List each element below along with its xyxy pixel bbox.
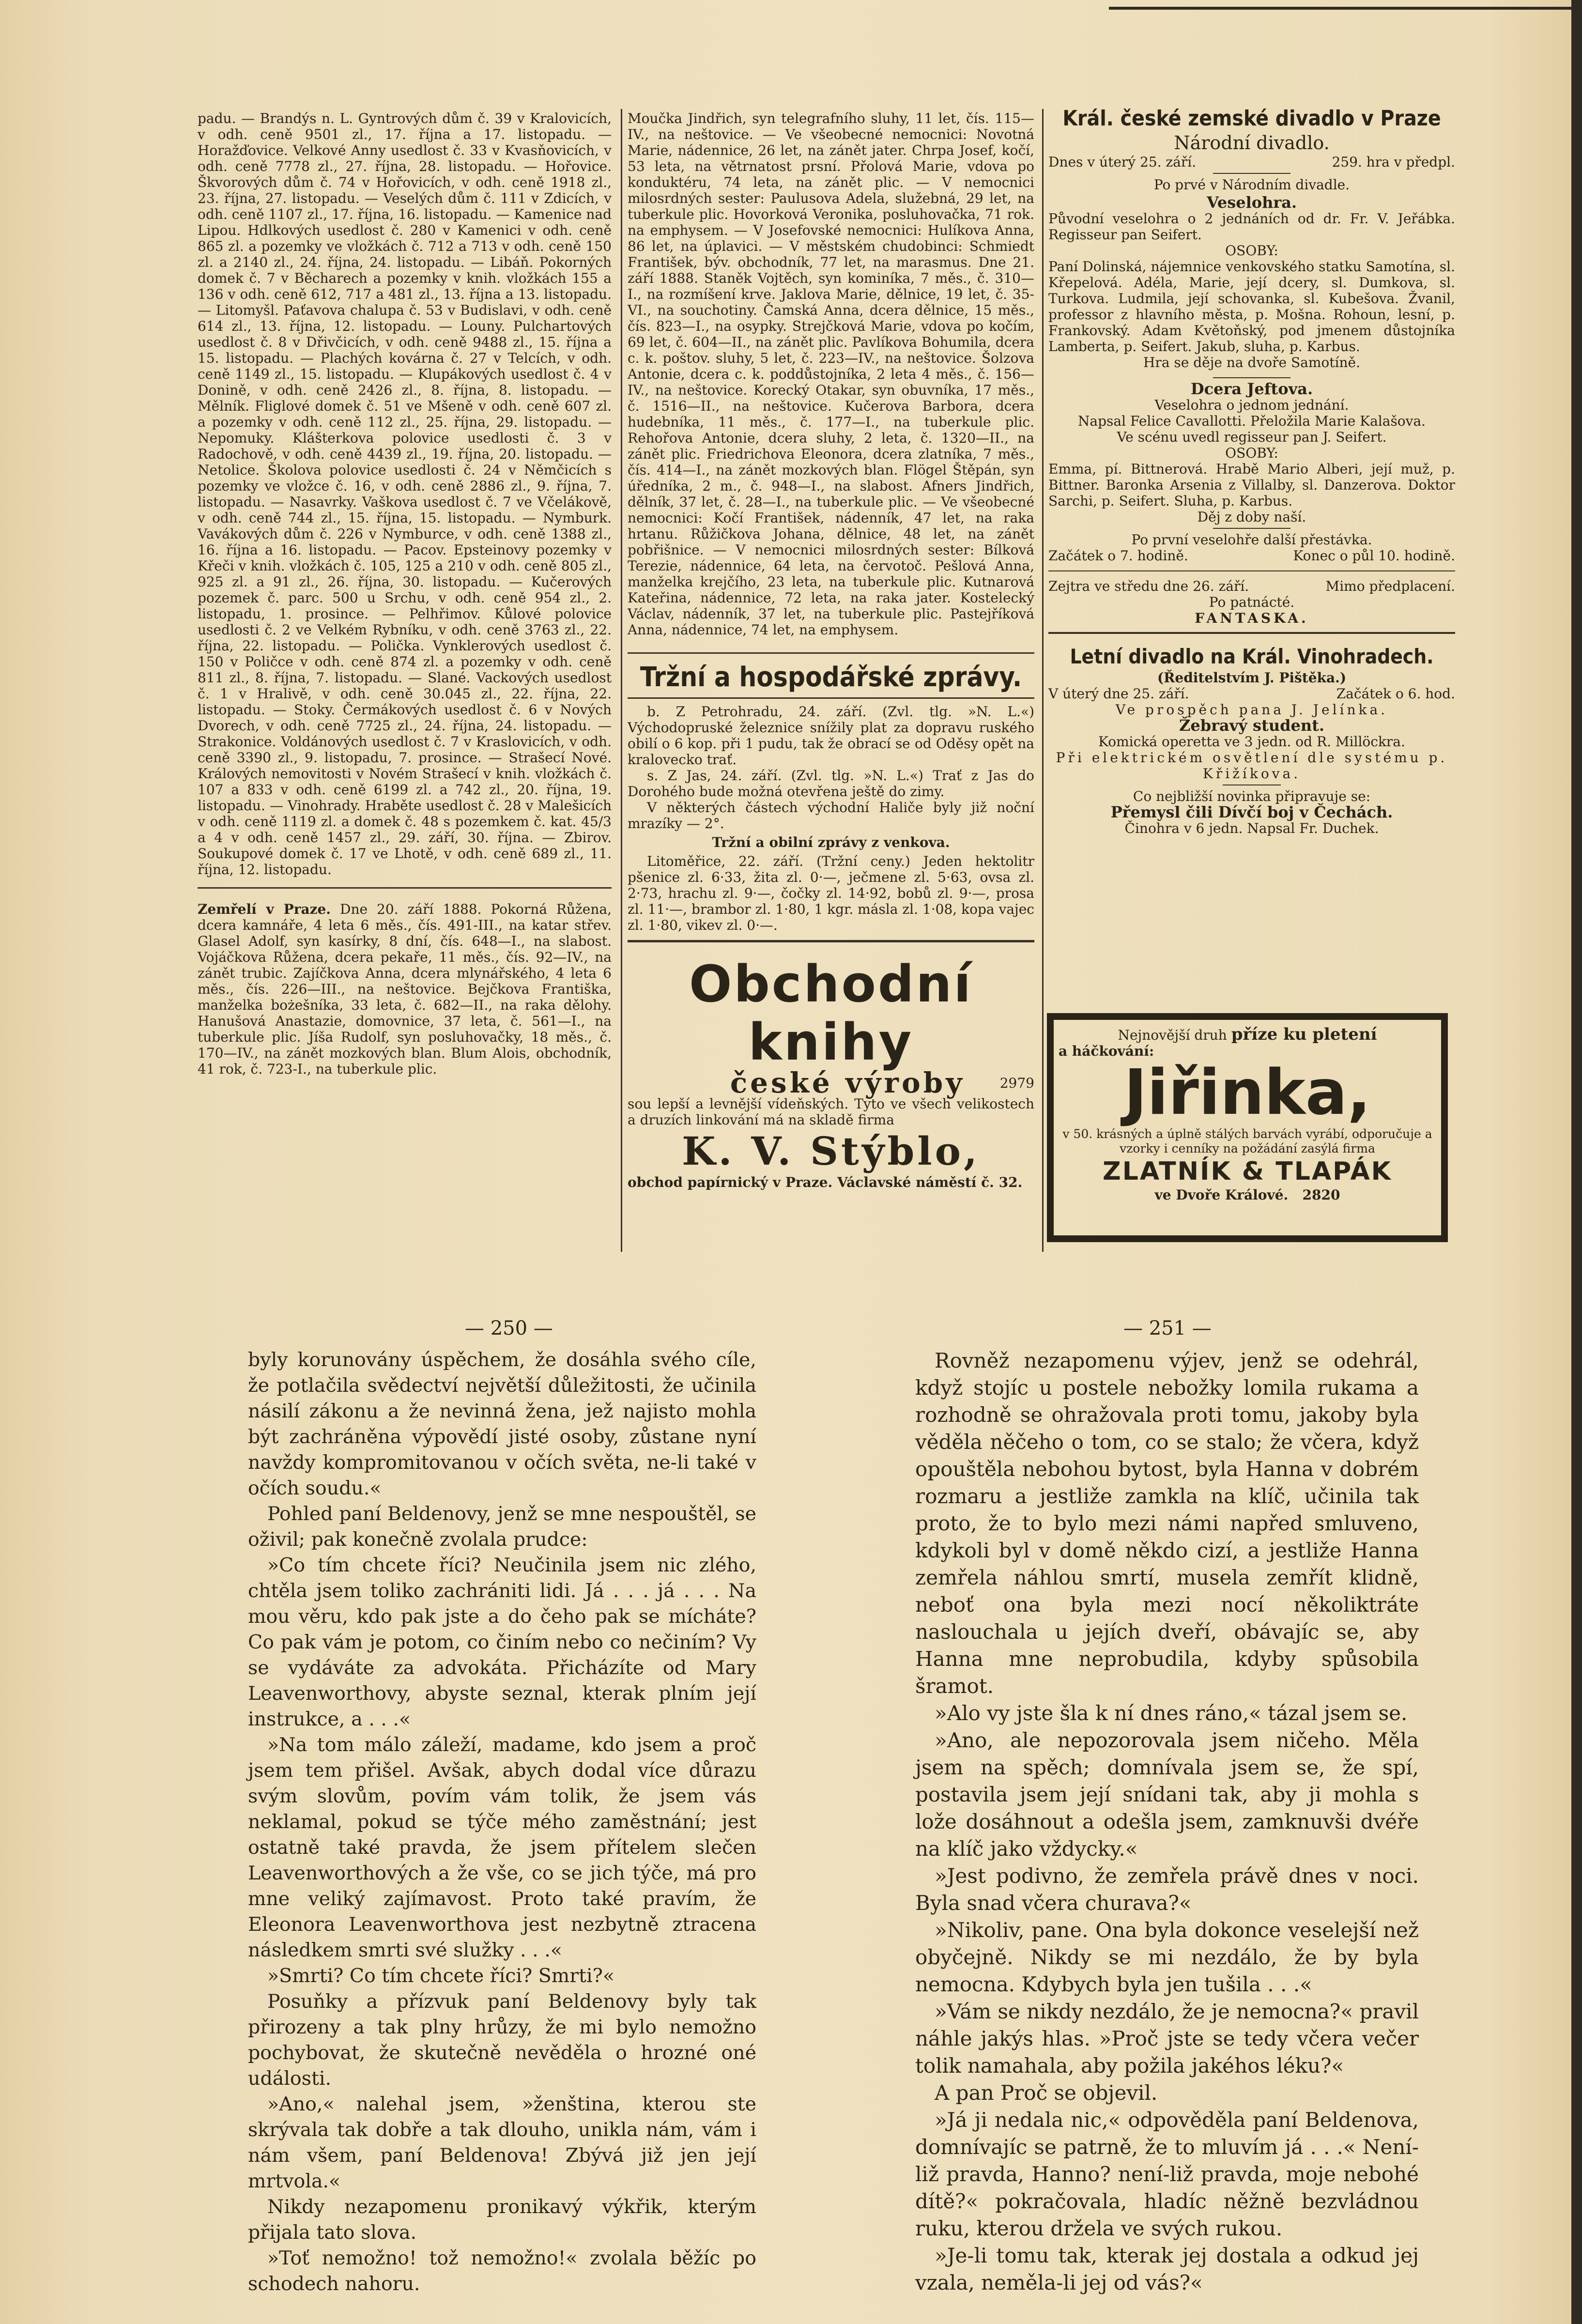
theatre-performance-no: 259. hra v předpl. [1332,154,1455,170]
summer-next-desc: Činohra v 6 jedn. Napsal Fr. Duchek. [1124,820,1379,836]
story-paragraph: byly korunovány úspěchem, že dosáhla svého cíle, že potlačila svědectví největší důležitosti, že učinila násilí zákonu a že nevinná žena, jež najisto mohla být zachráněna výpovědí jisté osoby, zůstane nyní navždy kompromitovanou v očích světa, ne-li také v očích soudu.« [248,1349,756,1499]
story-paragraph: »Toť nemožno! tož nemožno!« zvolala běžíc po schodech nahoru. [248,2247,756,2295]
column-rule [1042,109,1044,1252]
cast2: Emma, pí. Bittnerová. Hrabě Mario Alberi, její muž, p. Bittner. Baronka Arsenia z Villalby, sl. Danzerova. Doktor Sarchi, p. Seifert. Sluha, p. Karbus. [1048,461,1455,509]
yarn-ad-lead: Nejnovější druh [1118,1027,1231,1043]
tomorrow-row [1048,578,1455,594]
story-paragraph: »Na tom málo záleží, madame, kdo jsem a proč jsem tem přišel. Avšak, abych dodal více důrazu svým slovům, povím vám tolik, že jsem vás neklamal, pokud se týče mého zaměstnání; jest ostatně také pravda, že jsem přítelem slečen Leavenworthových a že vše, co se jich týče, má pro mne veliký zajímavost. Proto také pravím, že Eleonora Leavenworthova jest nezbytně ztracena následkem smrti své služky . . .« [248,1734,756,1961]
yarn-ad-place-row [1054,1187,1441,1203]
intermission: Po první veselohře další přestávka. [1131,532,1372,548]
story-paragraph: Nikdy nezapomenu pronikavý výkřik, kterým přijala tato slova. [248,2196,756,2244]
end-time: Konec o půl 10. hodině. [1293,548,1455,564]
yarn-ad-firm: ZLATNÍK & TLAPÁK [1103,1157,1392,1186]
market-title: Tržní a hospodářské zprávy. [640,662,1022,693]
cast2-label: OSOBY: [1225,445,1278,461]
yarn-ad-brand: Jiřinka, [1124,1057,1371,1129]
market-item-2: s. Z Jas, 24. září. (Zvl. tlg. »N. L.«) Trať z Jas do Dorohého bude možná otevřena ještě do zimy. [628,768,1034,800]
ad-subtitle: české výroby [730,1066,965,1099]
divider [198,887,612,889]
tomorrow-count: Po patnácté. [1209,594,1295,610]
divider [1213,173,1290,174]
summer-benefit: Ve prospěch pana J. Jelínka. [1115,702,1388,718]
theatre-subtitle: Národní divadlo. [1174,132,1330,154]
deaths-title: Zemřelí v Praze. [198,901,331,917]
story-paragraph: »Já ji nedala nic,« odpověděla paní Beldenova, domnívajíc se patrně, že to mluvím já . . .« Není-liž pravda, Hanno? není-liž pravda, moje nebohé dítě?« pokračovala, hladíc něžně bezvládnou ruku, kterou držela ve svých rukou. [915,2108,1419,2240]
ad-number: 2979 [999,1075,1034,1091]
page-edge [1571,0,1582,2324]
divider [628,652,1034,654]
story-paragraph: Posuňky a přízvuk paní Beldenovy byly tak přirozeny a tak plny hrůzy, že mi bylo nemožno pochybovat, že skutečně nevěděla o hrozné oné události. [248,1990,756,2090]
divider [628,940,1034,942]
summer-start: Začátek o 6. hod. [1336,686,1455,702]
deaths-text: Dne 20. září 1888. Pokorná Růžena, dcera kamnáře, 4 leta 6 měs., čís. 491-III., na katar střev. Glasel Adolf, syn kasírky, 8 dní, čís. 648—I., na slabost. Vojáčkova Růžena, dcera pekaře, 11 měs., čís. 92—IV., na zánět trubic. Zajíčkova Anna, dcera mlynářského, 4 leta 6 měs., čís. 226—III., na neštovice. Bejčkova Františka, manželka bożešníka, 33 leta, č. 682—II., na raka dělohy. Hanušová Anastazie, domovnice, 37 leta, č. 561—I., na tuberkule plic. Jíša Rudolf, syn posluhovačky, 18 měs., č. 170—IV., na zánět mozkových blan. Blum Alois, obchodník, 41 rok, č. 723-I., na tuberkule plic. [198,901,612,1077]
story-paragraph: »Nikoliv, pane. Ona byla dokonce veselejší než obyčejně. Nikdy se mi nezdálo, že by byla nemocna. Kdybych byla jen tušila . . .« [915,1918,1419,1996]
summer-next-play: Přemysl čili Dívčí boj v Čechách. [1110,803,1393,821]
market-subtitle: Tržní a obilní zprávy z venkova. [712,834,950,850]
yarn-ad-line1 [1054,1027,1441,1043]
play2-desc2: Napsal Felice Cavallotti. Přeložila Marie Kalašova. [1077,413,1426,429]
play2-time: Děj z doby naší. [1197,509,1306,525]
story-paragraph: »Je-li tomu tak, kterak jej dostala a odkud jej vzala, neměla-li jej od vás?« [915,2244,1419,2294]
divider [1213,377,1290,378]
yarn-ad-line2: a háčkování: [1059,1043,1154,1059]
deaths-section [198,901,612,1077]
summer-theatre-title: Letní divadlo na Král. Vinohradech. [1070,645,1434,668]
play1-title: Veselohra. [1206,193,1297,212]
yarn-ad-box [1047,1013,1448,1242]
divider [1048,632,1455,634]
summer-play-desc: Komická operetta ve 3 jedn. od R. Millöckra. [1098,734,1405,750]
yarn-ad-place: ve Dvoře Králové. [1154,1187,1289,1203]
play1-place: Hra se děje na dvoře Samotíně. [1143,354,1360,370]
story-paragraph: Rovněž nezapomenu výjev, jenž se odehrál, když stojíc u postele nebožky lomila rukama a rozhodně se ohražovala proti tomu, jakoby byla věděla něčeho o tom, co se stalo; že včera, když opouštěla nebohou bytost, byla Hanna v dobrém rozmaru a jestliže zamkla na klíč, učinila tak proto, že to bylo mezi námi napřed smluveno, kdykoli byl v domě někdo cizí, a jestliže Hanna zemřela náhlou smrtí, musela zemřít klidně, neboť ona byla mezi nocí několiktráte naslouchala u jejích dveří, obávajíc se, aby Hanna mne neprobudila, kdyby spůsobila šramot. [915,1349,1419,1698]
times-row [1048,548,1455,564]
tomorrow-date: Zejtra ve středu dne 26. září. [1048,578,1249,594]
cast1-label: OSOBY: [1225,243,1278,259]
summer-theatre-sub: (Ředitelstvím J. Pištěka.) [1157,670,1347,686]
story-paragraph: Pohled paní Beldenovy, jenž se mne nespouštěl, se oživil; pak konečně zvolala prudce: [248,1503,756,1551]
play2-desc1: Veselohra o jednom jednání. [1154,397,1349,413]
story-paragraph: »Ano,« nalehal jsem, »ženština, kterou ste skrývala tak dobře a tak dlouho, unikla nám, vám i nám všem, paní Beldenova! Zbývá již jen její mrtvola.« [248,2093,756,2192]
divider [1213,528,1290,529]
column-rule [621,109,622,1252]
start-time: Začátek o 7. hodině. [1048,548,1188,564]
theatre-date: Dnes v úterý 25. září. [1048,154,1197,170]
market-item-1: b. Z Petrohradu, 24. září. (Zvl. tlg. »N. L.«) Východopruské železnice snížily plat za dopravu ruského obilí o 6 kop. při 1 pudu, tak že obrací se od Oděsy opět na kralovecko trať. [628,704,1034,768]
story-paragraph: »Vám se nikdy nezdálo, že je nemocna?« pravil náhle jakýs hlas. »Proč jste se tedy včera večer tolik namahala, aby požila jakéhos léku?« [915,2000,1419,2078]
tomorrow-note: Mimo předplacení. [1325,578,1455,594]
tomorrow-play: FANTASKA. [1195,610,1309,626]
top-rule [1109,0,1582,10]
yarn-ad-lead-bold: příze ku pletení [1231,1025,1377,1044]
theatre-first: Po prvé v Národním divadle. [1153,177,1350,193]
theatre-date-row [1048,154,1455,170]
story-paragraph: »Ano, ale nepozorovala jsem ničeho. Měla jsem na spěch; domnívala jsem se, že spí, postavila jsem její snídani tak, aby ji mohla s lože dosáhnout a odešla jsem, zamknuvši dvéře na klíč jako vždycky.« [915,1728,1419,1861]
auction-notices: padu. — Brandýs n. L. Gyntrových dům č. 39 v Kralovicích, v odh. ceně 9501 zl., 17. října a 17. listopadu. — Horažďovice. Velkové Anny usedlost č. 33 v Kvasňovicích, v odh. ceně 7778 zl., 27. října, 28. listopadu. — Hořovice. Škvorových dům č. 74 v Hořovicích, v odh. ceně 1918 zl., 23. října, 27. listopadu. — Veselých dům č. 111 v Zdicích, v odh. ceně 1107 zl., 17. října, 16. listopadu. — Kamenice nad Lipou. Hdlkových usedlost č. 280 v Kamenici v odh. ceně 865 zl. a pozemky ve vložkách č. 712 a 713 v odh. ceně 150 zl. a 2140 zl., 24. října, 24. listopadu. — Libáň. Pokorných domek č. 7 v Běcharech a pozemky v knih. vložkách 155 a 136 v odh. ceně 612, 717 a 481 zl., 13. října a 13. listopadu. — Litomyšl. Paťavova chalupa č. 53 v Budislavi, v odh. ceně 614 zl., 13. října, 12. listopadu. — Louny. Pulchartových usedlost č. 8 v Dřivčicích, v odh. ceně 9488 zl., 15. října a 15. listopadu. — Plachých kovárna č. 27 v Telcích, v odh. ceně 1149 zl., 15. listopadu. — Klupákových usedlost č. 4 v Donině, v odh. ceně 2426 zl., 8. října, 8. listopadu. — Mělník. Fliglové domek č. 51 ve Mšeně v odh. ceně 607 zl. a pozemky v odh. ceně 112 zl., 25. října, 29. listopadu. — Nepomuky. Klášterkova polovice usedlosti č. 3 v Radochově, v odh. ceně 4439 zl., 19. října, 20. listopadu. — Netolice. Školova polovice usedlosti č. 24 v Němčicích s pozemky ve vložce č. 16, v odh. ceně 2886 zl., 9. října, 7. listopadu. — Nasavrky. Vaškova usedlost č. 7 ve Včelákově, v odh. ceně 744 zl., 15. října, 15. listopadu. — Nymburk. Vavákových dům č. 226 v Nymburce, v odh. ceně 1388 zl., 16. října a 16. listopadu. — Pacov. Epsteinovy pozemky v Křeči v knih. vložkách č. 105, 125 a 210 v odh. ceně 805 zl., 925 zl. a 91 zl., 26. října, 30. listopadu. — Kučerových pozemek č. parc. 500 u Srchu, v odh. ceně 954 zl., 2. listopadu, 1. prosince. — Pelhřimov. Kůlové polovice usedlosti č. 2 ve Velkém Rybníku, v odh. ceně 3763 zl., 22. října, 22. listopadu. — Polička. Vynklerových usedlost č. 150 v Poličce v odh. ceně 874 zl. a pozemky v odh. ceně 811 zl., 8. října, 7. listopadu. — Slané. Vackových usedlost č. 1 v Hralivě, v odh. ceně 30.045 zl., 22. října, 22. listopadu. — Stoky. Čermákových usedlost č. 6 v Nových Dvorech, v odh. ceně 7725 zl., 24. října, 24. listopadu. — Strakonice. Voldánových usedlost č. 7 v Kraslovicích, v odh. ceně 3390 zl., 9. listopadu, 7. prosince. — Strašecí Nové. Králových nemovitosti v Novém Strašecí v knih. vložkách č. 107 a 833 v odh. ceně 6199 zl. a 742 zl., 20. října, 19. listopadu. — Vinohrady. Hraběte usedlost č. 28 v Malešicích v odh. ceně 1119 zl. a domek č. 48 s pozemkem č. kat. 45/3 a 4 v odh. ceně 1457 zl., 29. září, 30. října. — Zbirov. Soukupové domek č. 17 ve Lhotě, v odh. ceně 689 zl., 11. října, 12. listopadu. [198,110,612,877]
column-3 [1048,106,1455,836]
story-paragraph: »Co tím chcete říci? Neučinila jsem nic zlého, chtěla jsem toliko zachrániti lidi. Já . . . já . . . Na mou věru, kdo pak jste a do čeho pak se mícháte? Co pak vám je potom, co činím nebo co nečiním? Vy se vydáváte za advokáta. Přicházíte od Mary Leavenworthovy, abyste seznal, kterak plním její instrukce, a . . .« [248,1554,756,1730]
ad-text: sou lepší a levnější vídeňských. Tyto ve všech velikostech a druzích linkování má na skladě firma [628,1096,1034,1128]
page-number-right: — 251 — [1123,1317,1212,1339]
story-paragraph: »Jest podivno, že zemřela právě dnes v noci. Byla snad včera churava?« [915,1864,1419,1915]
column-1 [198,110,612,1077]
ad-firm-name: K. V. Stýblo, [682,1128,980,1174]
column-2 [628,110,1034,1190]
cast1: Paní Dolinská, nájemnice venkovského statku Samotína, sl. Křepelová. Adéla, Marie, její dcery, sl. Dumkova, sl. Turkova. Ludmila, její schovanka, sl. Kubešova. Žvanil, professor z hlavního města, p. Mošna. Rohoun, lesní, p. Frankovský. Adam Květoňský, pod jmenem důstojníka Lamberta, p. Seifert. Jakub, sluha, p. Karbus. [1048,259,1455,354]
story-right-page [915,1347,1419,2296]
summer-date: V úterý dne 25. září. [1048,686,1189,702]
yarn-ad-text: v 50. krásných a úplně stálých barvách vyrábí, odporučuje a vzorky i cenníky na požádání zasýlá firma [1062,1127,1432,1155]
summer-lighting: Při elektrickém osvětlení dle systému p. Křižíkova. [1056,750,1448,782]
theatre-title: Král. české zemské divadlo v Praze [1062,106,1441,131]
play2-desc3: Ve scénu uvedl regisseur pan J. Seifert. [1117,429,1387,445]
deaths-continued: Moučka Jindřich, syn telegrafního sluhy, 11 let, čís. 115—IV., na neštovice. — Ve všeobecné nemocnici: Novotná Marie, nádennice, 26 let, na zánět jater. Chrpa Josef, kočí, 53 leta, na větrnatost prsní. Přolová Marie, vdova po konduktéru, 74 leta, na zánět plic. — V nemocnici milosrdných sester: Paulusova Adela, služebná, 29 let, na tuberkule plic. Hovorková Veronika, posluhovačka, 71 rok. na emphysem. — V Josefovské nemocnici: Hulíkova Anna, 86 let, na úplavici. — V městském chudobinci: Schmiedt František, býv. obchodník, 77 let, na marasmus. Dne 21. září 1888. Staněk Vojtěch, syn kominíka, 7 měs., č. 310—I., na rozmíšení krve. Jaklova Marie, dělnice, 19 let, č. 35-VI., na souchotiny. Čamská Anna, dcera dělnice, 15 měs., čís. 823—I., na osypky. Strejčková Marie, vdova po kočím, 69 let, č. 604—II., na zánět plic. Pavlíkova Bohumila, dcera c. k. poštov. sluhy, 5 let, č. 223—IV., na neštovice. Šolzova Antonie, dcera c. k. poddůstojníka, 2 leta 4 měs., č. 156—IV., na neštovice. Korecký Otakar, syn obuvníka, 17 měs., č. 1516—II., na neštovice. Kučerova Barbora, dcera hudebníka, 11 měs., č. 177—I., na tuberkule plic. Rehořova Antonie, dcera sluhy, 2 leta, č. 1320—II., na zánět plic. Friedrichova Eleonora, dcera zlatníka, 7 měs., čís. 414—I., na zánět mozkových blan. Flögel Štěpán, syn úředníka, 2 m., č. 948—I., na slabost. Afners Jindřich, dělník, 37 let, č. 28—I., na tuberkule plic. — Ve všeobecné nemocnici: Kočí František, nádenník, 47 let, na raka hrtanu. Růžičkova Johana, dělnice, 48 let, na zánět pobřišnice. — V nemocnici milosrdných sester: Bílková Terezie, nádennice, 64 leta, na červotoč. Pešlová Anna, manželka krejčího, 23 leta, na tuberkule plic. Kutnarová Kateřina, nádennice, 72 leta, na raka jater. Kostelecký Václav, nádenník, 37 let, na tuberkule plic. Pastejříková Anna, nádennice, 74 let, na emphysem. [628,110,1034,638]
story-paragraph: »Alo vy jste šla k ní dnes ráno,« tázal jsem se. [935,1701,1408,1725]
ad-title: Obchodní knihy [689,954,973,1072]
summer-next-label: Co nejbližší novinka připravuje se: [1133,788,1371,804]
ad-address: obchod papírnický v Praze. Václavské náměstí č. 32. [628,1174,1023,1190]
summer-date-row [1048,686,1455,702]
market-item-4: Litoměřice, 22. září. (Tržní ceny.) Jeden hektolitr pšenice zl. 6·33, žita zl. 0·—, ječmene zl. 5·63, ovsa zl. 2·73, hrachu zl. 9·—, čočky zl. 14·92, bobů zl. 9·—, prosa zl. 11·—, brambor zl. 1·80, 1 kgr. másla zl. 1·08, kopa vajec zl. 1·80, vikev zl. 0·—. [628,853,1034,933]
yarn-ad-number: 2820 [1302,1187,1340,1203]
page-number-left: — 250 — [465,1317,553,1339]
summer-play: Žebravý student. [1179,716,1324,735]
market-item-3: V některých částech východní Haliče byly již noční mrazíky — 2°. [628,800,1034,831]
divider [1048,570,1455,571]
divider [628,697,1034,699]
story-paragraph: »Smrti? Co tím chcete říci? Smrti?« [267,1965,614,1987]
story-paragraph: A pan Proč se objevil. [935,2081,1158,2105]
play2-title: Dcera Jeftova. [1190,380,1313,398]
ad-subline [628,1066,1034,1099]
story-left-page [248,1347,756,2297]
play1-desc: Původní veselohra o 2 jednáních od dr. Fr. V. Jeřábka. Regisseur pan Seifert. [1048,211,1455,243]
